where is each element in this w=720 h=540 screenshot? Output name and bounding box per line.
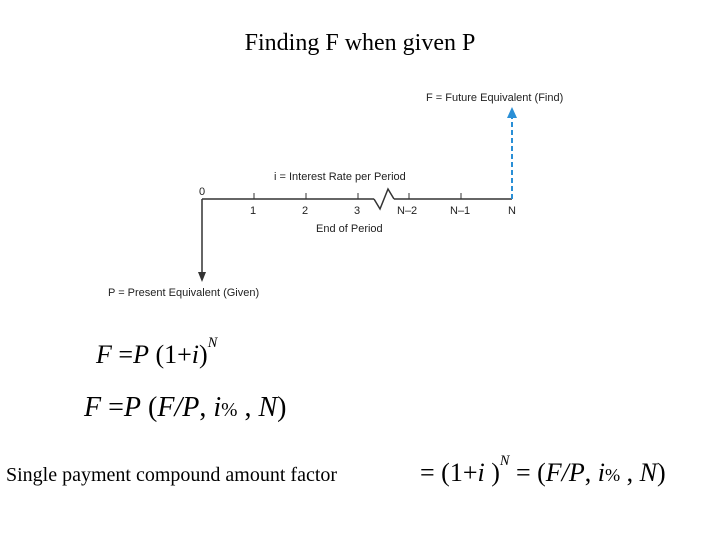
formula2-i: i <box>213 392 222 423</box>
cash-flow-diagram <box>108 88 600 300</box>
factor-eq2: = ( <box>509 458 546 487</box>
present-arrow-head <box>198 272 206 282</box>
formula2-eq: = <box>101 392 124 423</box>
present-label: P = Present Equivalent (Given) <box>108 287 260 299</box>
formula1-paren: (1+ <box>148 340 192 369</box>
factor-n: N <box>639 458 657 487</box>
period-label-n-1: N–1 <box>450 205 471 217</box>
formula2-open: ( <box>141 392 158 423</box>
axis-break-zigzag <box>374 189 394 209</box>
future-arrow-head <box>507 107 517 118</box>
factor-fp: F/P <box>545 458 585 487</box>
factor-exponent: N <box>499 453 510 469</box>
period-label-2: 2 <box>302 205 309 217</box>
factor-comma2: , <box>620 458 640 487</box>
formula1-p: P <box>133 340 149 369</box>
formula-factor-equivalence <box>420 453 666 488</box>
future-label: F = Future Equivalent (Find) <box>426 92 564 104</box>
formula1-exponent: N <box>207 335 218 351</box>
factor-close: ) <box>484 458 500 487</box>
interest-label: i = Interest Rate per Period <box>274 171 406 183</box>
factor-close2: ) <box>657 458 666 487</box>
caption-text: Single payment compound amount factor <box>6 464 338 486</box>
formula-compound-amount <box>96 335 218 370</box>
factor-comma: , <box>584 458 598 487</box>
period-label-1: 1 <box>250 205 257 217</box>
period-label-n: N <box>508 205 516 217</box>
formula2-close: ) <box>277 392 287 423</box>
cash-flow-svg <box>108 88 600 300</box>
formula2-p: P <box>123 392 142 423</box>
period-label-3: 3 <box>354 205 361 217</box>
formula1-i: i <box>191 340 200 369</box>
formula2-fp: F/P <box>157 392 200 423</box>
factor-percent: % <box>605 465 621 485</box>
formula2-percent: % <box>221 400 238 421</box>
formula2-comma2: , <box>237 392 259 423</box>
formula2-comma: , <box>199 392 214 423</box>
factor-i: i <box>477 458 485 487</box>
factor-eq1: = (1+ <box>420 458 478 487</box>
page-title: Finding F when given P <box>244 30 476 56</box>
axis-label: End of Period <box>316 223 383 235</box>
formula1-lhs: F <box>96 340 112 369</box>
factor-i2: i <box>597 458 605 487</box>
formula2-lhs: F <box>84 392 102 423</box>
formula1-eq: = <box>111 340 134 369</box>
period-label-n-2: N–2 <box>397 205 418 217</box>
period-zero-label: 0 <box>199 186 206 198</box>
formula2-n: N <box>258 392 278 423</box>
formula1-close: ) <box>199 340 208 369</box>
formula-factor-notation <box>84 392 286 424</box>
